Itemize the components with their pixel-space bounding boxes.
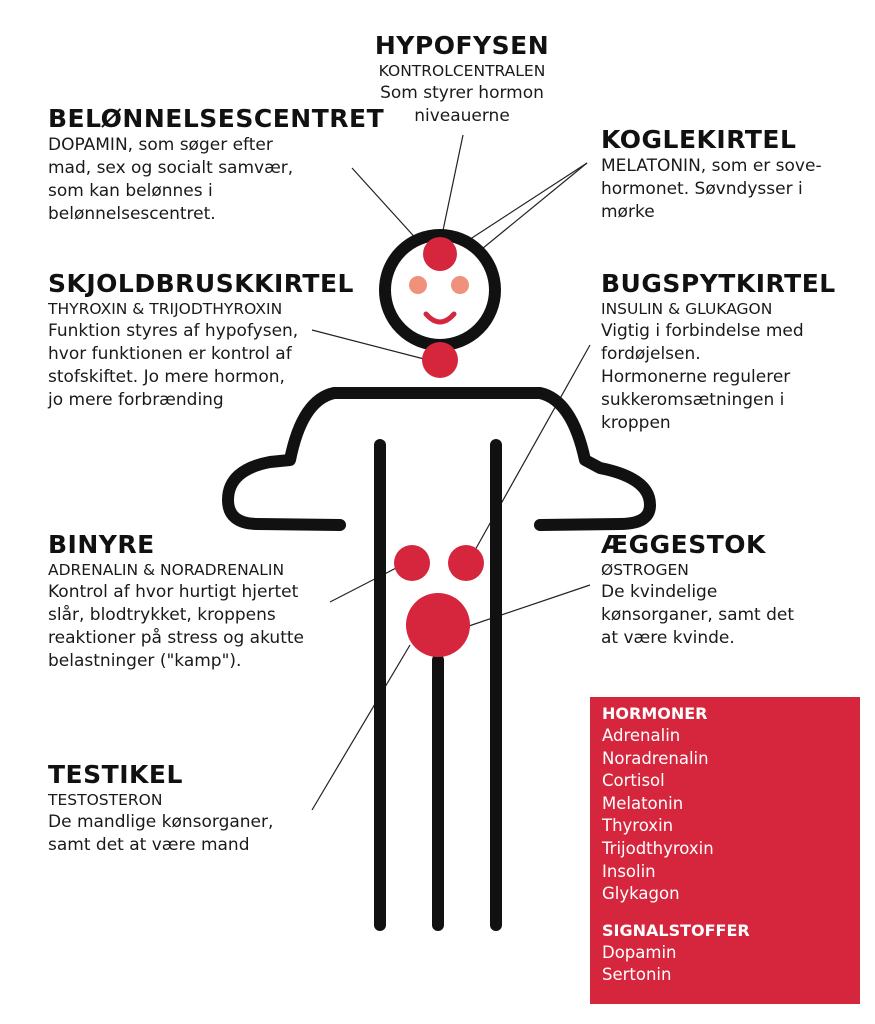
label-aeggestok — [601, 530, 794, 650]
skjold-desc-4: jo mere forbrænding — [48, 390, 224, 410]
skjold-title: SKJOLDBRUSKKIRTEL — [48, 269, 354, 298]
aeggestok-desc-3: at være kvinde. — [601, 628, 735, 648]
binyre-title: BINYRE — [48, 530, 155, 559]
list-item: Melatonin — [602, 793, 684, 813]
beloenning-desc-1: mad, sex og socialt samvær, — [48, 158, 294, 178]
testikel-desc-1: De mandlige kønsorganer, — [48, 812, 274, 832]
beloenning-desc-3: belønnelsescentret. — [48, 204, 216, 224]
binyre-sub: ADRENALIN & NORADRENALIN — [48, 561, 285, 579]
list-item: Adrenalin — [602, 726, 681, 745]
aeggestok-gland — [406, 593, 470, 657]
testikel-title: TESTIKEL — [48, 760, 183, 789]
leader-koglekirtel-1 — [458, 163, 587, 247]
bugspyt-desc-4: sukkeromsætningen i — [601, 390, 785, 410]
skjold-desc-1: Funktion styres af hypofysen, — [48, 321, 299, 341]
body-outline — [228, 393, 650, 525]
hypofysen-gland — [423, 237, 457, 271]
skjold-desc-3: stofskiftet. Jo mere hormon, — [48, 367, 285, 387]
hypofysen-title: HYPOFYSEN — [374, 31, 550, 60]
aeggestok-title: ÆGGESTOK — [601, 530, 766, 559]
aeggestok-sub: ØSTROGEN — [601, 561, 689, 579]
leader-aeggestok — [463, 585, 590, 628]
bugspyt-desc-3: Hormonerne regulerer — [601, 367, 791, 387]
list-item: Insolin — [602, 861, 656, 881]
cheek-left — [409, 276, 427, 294]
skjold-sub: THYROXIN & TRIJODTHYROXIN — [48, 300, 283, 318]
bugspyt-sub: INSULIN & GLUKAGON — [601, 300, 773, 318]
label-testikel — [48, 760, 273, 857]
list-item: Glykagon — [602, 884, 680, 904]
leader-bugspyt — [465, 345, 590, 568]
koglekirtel-sub: MELATONIN, som er sove- — [601, 156, 822, 176]
aeggestok-desc-1: De kvindelige — [601, 582, 718, 602]
label-bugspytkirtel — [601, 269, 836, 435]
leader-hypofysen — [441, 135, 463, 240]
testikel-sub: TESTOSTERON — [48, 791, 163, 809]
list-item: Cortisol — [602, 771, 665, 791]
binyre-desc-4: belastninger ("kamp"). — [48, 651, 242, 671]
skjold-desc-2: hvor funktionen er kontrol af — [48, 344, 292, 364]
koglekirtel-title: KOGLEKIRTEL — [601, 125, 797, 154]
leader-koglekirtel-2 — [466, 163, 587, 262]
binyre-desc-1: Kontrol af hvor hurtigt hjertet — [48, 582, 299, 602]
beloenning-sub: DOPAMIN, som søger efter — [48, 135, 273, 155]
koglekirtel-desc-1: hormonet. Søvndysser i — [601, 179, 803, 199]
label-koglekirtel — [601, 125, 822, 224]
hormones-list — [602, 725, 848, 906]
leader-binyre — [330, 566, 400, 602]
signals-list — [602, 942, 848, 987]
list-item: Thyroxin — [602, 816, 674, 836]
binyre-gland-right — [448, 545, 484, 581]
aeggestok-desc-2: kønsorganer, samt det — [601, 605, 795, 625]
binyre-gland-left — [394, 545, 430, 581]
hypofysen-desc-2: niveauerne — [414, 106, 510, 126]
cheek-right — [451, 276, 469, 294]
koglekirtel-desc-2: mørke — [601, 202, 655, 222]
hypofysen-sub: KONTROLCENTRALEN — [378, 62, 546, 80]
hypofysen-desc-1: Som styrer hormon — [380, 83, 544, 103]
testikel-desc-2: samt det at være mand — [48, 835, 250, 855]
hormones-heading: HORMONER — [602, 704, 708, 723]
bugspyt-title: BUGSPYTKIRTEL — [601, 269, 836, 298]
binyre-desc-3: reaktioner på stress og akutte — [48, 628, 304, 648]
bugspyt-desc-1: Vigtig i forbindelse med — [601, 321, 804, 341]
hormone-legend-box — [590, 697, 860, 1004]
bugspyt-desc-5: kroppen — [601, 413, 671, 433]
bugspyt-desc-2: fordøjelsen. — [601, 344, 701, 364]
list-item: Sertonin — [602, 965, 672, 985]
list-item: Noradrenalin — [602, 748, 709, 768]
skjoldbruskkirtel-gland — [422, 342, 458, 378]
label-binyre — [48, 530, 304, 673]
label-skjoldbruskkirtel — [48, 269, 354, 412]
label-beloenning — [48, 104, 384, 226]
beloenning-desc-2: som kan belønnes i — [48, 181, 213, 201]
signals-heading: SIGNALSTOFFER — [602, 920, 750, 940]
binyre-desc-2: slår, blodtrykket, kroppens — [48, 605, 276, 625]
beloenning-title: BELØNNELSESCENTRET — [48, 104, 385, 133]
list-item: Trijodthyroxin — [602, 838, 714, 858]
leader-testikel — [312, 645, 410, 810]
label-hypofysen — [362, 31, 562, 128]
list-item: Dopamin — [602, 942, 677, 962]
